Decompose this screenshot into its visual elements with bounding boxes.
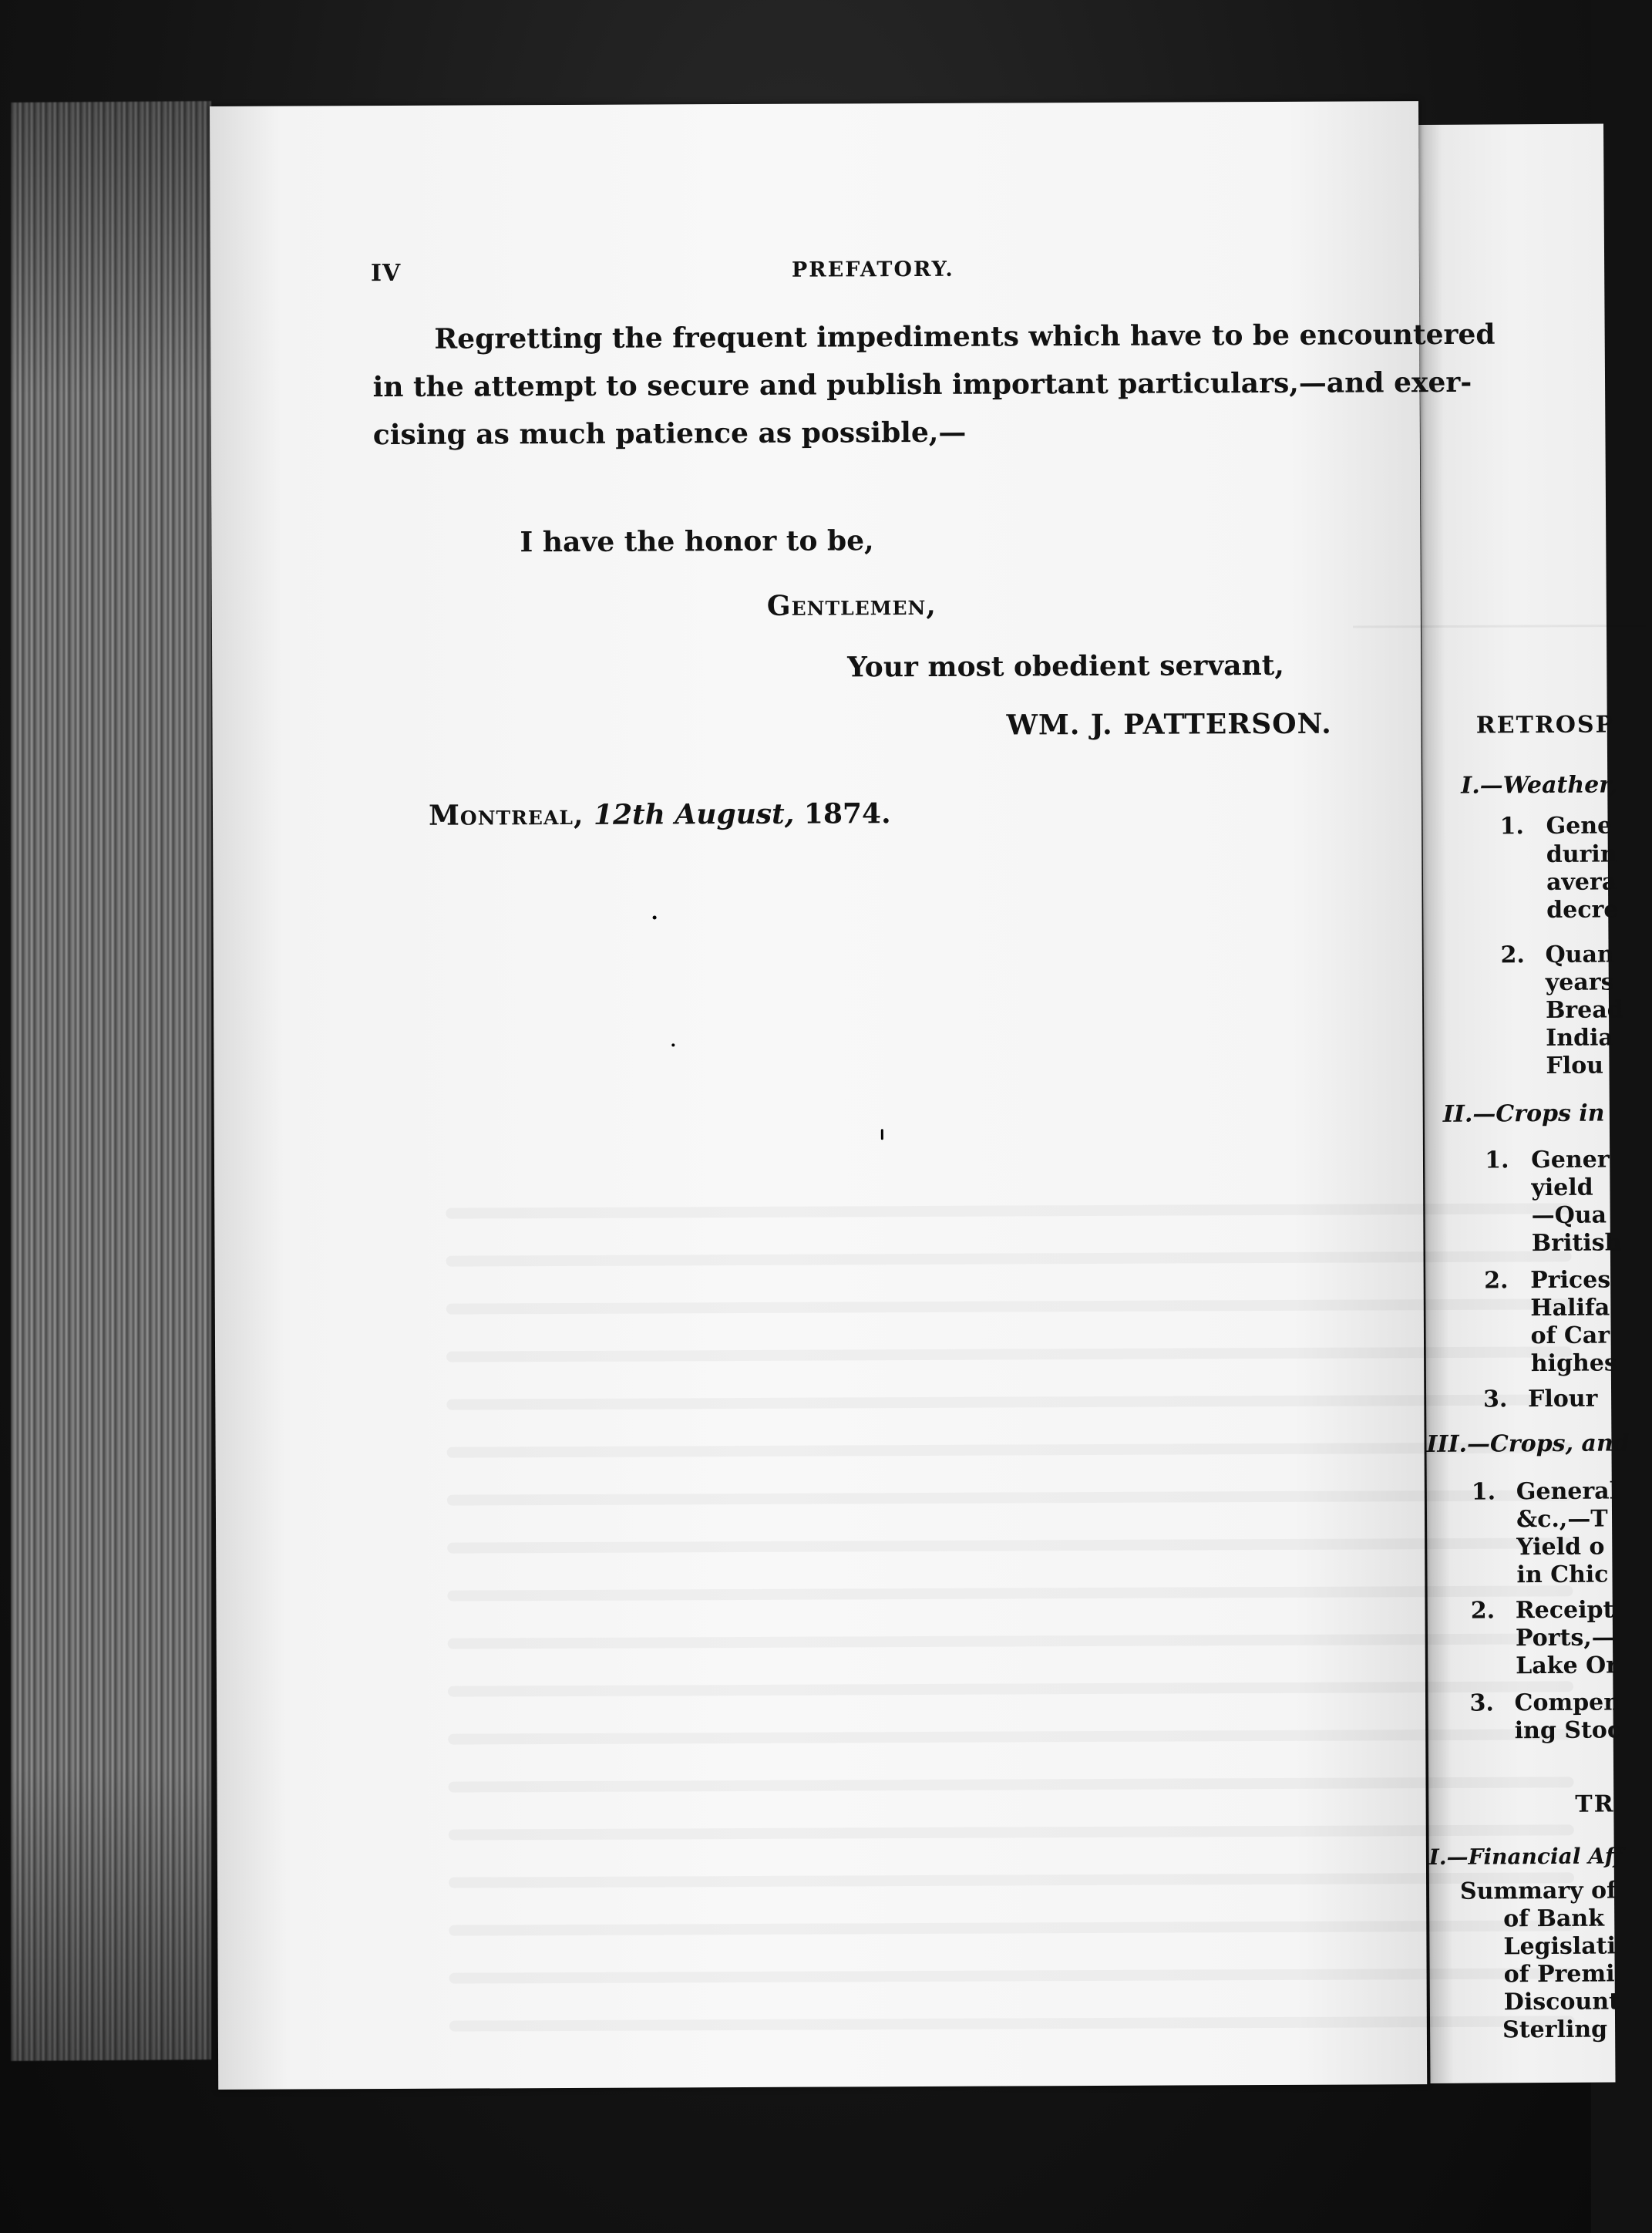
dateline-year: 1874.: [803, 797, 891, 830]
adjacent-item-line: Compen: [1514, 1689, 1621, 1717]
adjacent-item-line: —Qua: [1531, 1201, 1607, 1230]
signature: WM. J. PATTERSON.: [1006, 707, 1332, 742]
adjacent-item-line: of Car: [1530, 1322, 1610, 1350]
adjacent-item-line: Flour: [1527, 1385, 1598, 1413]
adjacent-item-line: Receipt: [1515, 1596, 1614, 1625]
adjacent-item-number: 3.: [1482, 1386, 1508, 1413]
salutation: Gentlemen,: [766, 588, 937, 622]
dateline-place: Montreal,: [428, 798, 584, 832]
adjacent-section-title: I.—Weather,: [1461, 771, 1618, 800]
adjacent-item-line: Halifa: [1530, 1294, 1610, 1322]
adjacent-item-line: Gene: [1546, 812, 1613, 840]
running-head: PREFATORY.: [791, 257, 954, 282]
adjacent-item-number: 2.: [1470, 1597, 1496, 1625]
adjacent-item-line: decre: [1546, 896, 1619, 925]
dust-speck: [671, 1043, 675, 1046]
valediction: Your most obedient servant,: [847, 648, 1284, 684]
adjacent-item-line: in Chic: [1516, 1561, 1609, 1589]
paragraph-line: Regretting the frequent impediments which have to be encountered: [434, 318, 1496, 355]
adjacent-item-line: years: [1545, 968, 1614, 997]
adjacent-item-line: Flou: [1546, 1052, 1604, 1080]
adjacent-item-line: highes: [1530, 1349, 1617, 1378]
adjacent-item-line: Sterling: [1502, 2016, 1608, 2044]
paragraph-line: cising as much patience as possible,—: [372, 416, 967, 452]
dust-speck: [653, 915, 657, 919]
adjacent-item-number: 3.: [1469, 1689, 1494, 1717]
adjacent-item-line: ing Stoc: [1514, 1716, 1622, 1745]
adjacent-item-line: British: [1531, 1229, 1622, 1258]
adjacent-item-line: &c.,—T: [1516, 1505, 1608, 1534]
adjacent-item-line: Discount: [1503, 1988, 1620, 2016]
adjacent-item-number: 2.: [1500, 941, 1526, 969]
adjacent-item-number: 1.: [1471, 1478, 1496, 1506]
adjacent-heading: RETROSP: [1475, 711, 1615, 739]
adjacent-item-line: of Bank: [1503, 1905, 1605, 1933]
page-number: IV: [370, 259, 402, 288]
book-page-edges: [11, 101, 211, 2061]
adjacent-item-line: Gener: [1531, 1146, 1610, 1174]
adjacent-item-line: of Premi: [1503, 1960, 1615, 1989]
dust-speck: [881, 1129, 883, 1140]
adjacent-section-title: III.—Crops, and: [1426, 1430, 1630, 1458]
adjacent-section-title: I.—Financial Aff: [1428, 1843, 1623, 1870]
adjacent-item-line: Bread: [1545, 996, 1623, 1025]
adjacent-item-line: Yield o: [1516, 1533, 1605, 1561]
adjacent-item-line: avera: [1546, 868, 1617, 897]
adjacent-section-title: II.—Crops in: [1442, 1100, 1605, 1128]
adjacent-subheading: TR: [1575, 1790, 1615, 1818]
adjacent-item-line: India: [1546, 1024, 1614, 1053]
adjacent-item-line: Summary of: [1459, 1877, 1617, 1905]
adjacent-item-line: Ports,—: [1515, 1624, 1615, 1652]
honor-line: I have the honor to be,: [520, 524, 874, 559]
adjacent-item-line: Prices: [1530, 1266, 1611, 1295]
adjacent-item-line: Quan: [1545, 941, 1614, 969]
paragraph-line: in the attempt to secure and publish important particulars,—and exer-: [372, 365, 1472, 404]
dateline: [429, 797, 891, 832]
dateline-day: 12th August,: [593, 797, 795, 831]
adjacent-item-line: durin: [1546, 840, 1617, 869]
scanned-page: [210, 101, 1496, 2090]
adjacent-item-line: Legislati: [1503, 1932, 1617, 1961]
adjacent-item-number: 2.: [1484, 1267, 1509, 1295]
adjacent-page: [1418, 124, 1630, 2083]
adjacent-item-number: 1.: [1485, 1147, 1509, 1174]
adjacent-item-line: General: [1516, 1477, 1619, 1506]
adjacent-item-line: yield: [1531, 1174, 1593, 1202]
adjacent-item-line: Lake Or: [1516, 1652, 1619, 1680]
adjacent-item-number: 1.: [1499, 813, 1524, 840]
